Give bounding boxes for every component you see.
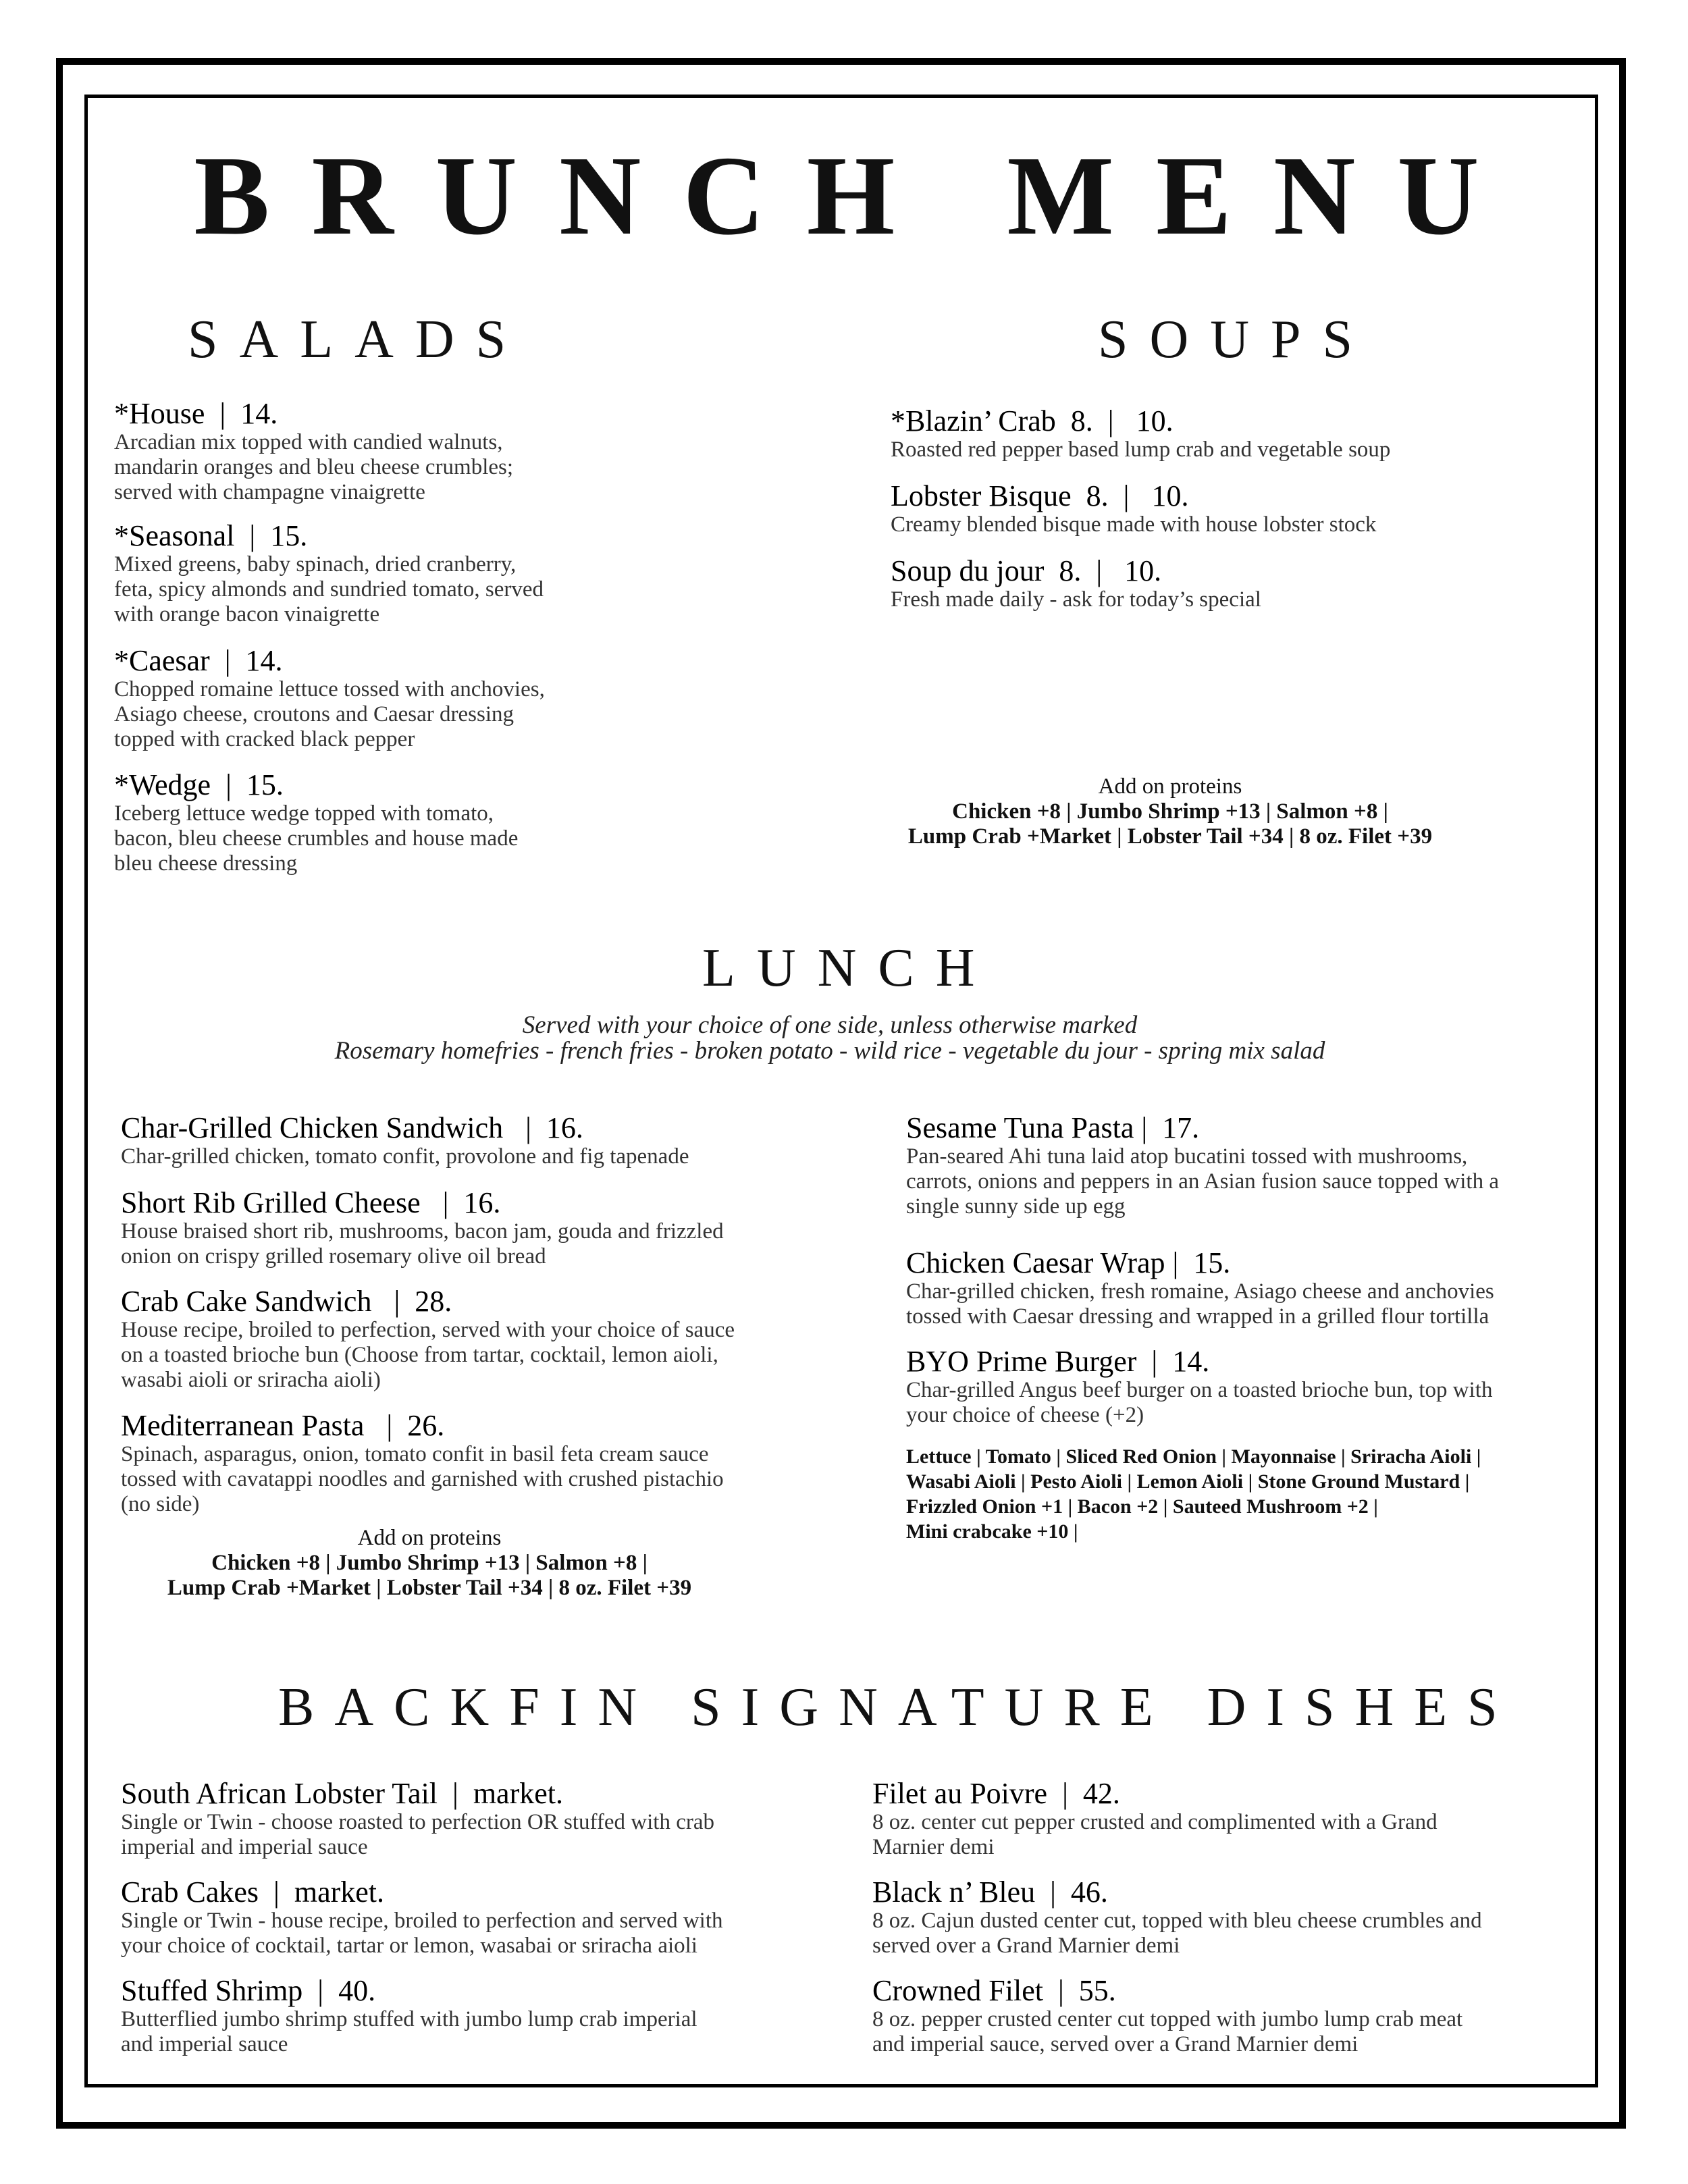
soup-item <box>891 405 1390 462</box>
burger-toppings <box>906 1444 1481 1544</box>
item-title: Sesame Tuna Pasta | 17. <box>906 1111 1200 1144</box>
item-description: and imperial sauce, served over a Grand Marnier demi <box>872 2032 1359 2056</box>
salad-item <box>114 769 518 876</box>
item-description: House braised short rib, mushrooms, bacon jam, gouda and frizzled <box>121 1219 724 1244</box>
addon-line: Lump Crab +Market | Lobster Tail +34 | 8 oz. Filet +39 <box>167 1576 692 1600</box>
item-description: with orange bacon vinaigrette <box>114 602 380 627</box>
item-title: Char-Grilled Chicken Sandwich | 16. <box>121 1111 583 1144</box>
item-description: on a toasted brioche bun (Choose from tartar, cocktail, lemon aioli, <box>121 1343 718 1367</box>
item-description: Fresh made daily - ask for today’s special <box>891 587 1261 612</box>
lunch-item <box>906 1247 1494 1329</box>
item-description: 8 oz. pepper crusted center cut topped with jumbo lump crab meat <box>872 2007 1463 2031</box>
soup-item <box>891 480 1376 537</box>
item-description: Mixed greens, baby spinach, dried cranberry, <box>114 552 517 577</box>
item-description: served with champagne vinaigrette <box>114 480 425 504</box>
item-description: Butterflied jumbo shrimp stuffed with jumbo lump crab imperial <box>121 2007 697 2031</box>
lunch-item <box>121 1187 724 1269</box>
item-description: tossed with cavatappi noodles and garnished with crushed pistachio <box>121 1467 724 1491</box>
item-description: carrots, onions and peppers in an Asian fusion sauce topped with a <box>906 1169 1499 1194</box>
lunch-item <box>906 1112 1499 1219</box>
salad-item <box>114 520 544 627</box>
item-title: Black n’ Bleu | 46. <box>872 1875 1108 1909</box>
toppings-line: Mini crabcake +10 | <box>906 1520 1078 1543</box>
item-description: Marnier demi <box>872 1835 995 1859</box>
lunch-item <box>121 1285 735 1393</box>
item-description: Char-grilled chicken, tomato confit, provolone and fig tapenade <box>121 1144 689 1169</box>
item-title: *Wedge | 15. <box>114 768 284 801</box>
item-title: Crab Cakes | market. <box>121 1875 385 1909</box>
item-title: Crab Cake Sandwich | 28. <box>121 1285 452 1318</box>
menu-title: BRUNCH MENU <box>194 133 1521 259</box>
item-description: Single or Twin - house recipe, broiled to perfection and served with <box>121 1909 723 1933</box>
item-title: *Caesar | 14. <box>114 644 283 677</box>
item-title: BYO Prime Burger | 14. <box>906 1345 1210 1378</box>
lunch-item <box>121 1112 689 1169</box>
item-description: 8 oz. Cajun dusted center cut, topped with bleu cheese crumbles and <box>872 1909 1482 1933</box>
item-description: bleu cheese dressing <box>114 851 298 876</box>
salad-item <box>114 398 513 505</box>
item-title: South African Lobster Tail | market. <box>121 1777 563 1810</box>
addon-line: Chicken +8 | Jumbo Shrimp +13 | Salmon +8 | <box>211 1551 648 1575</box>
item-description: House recipe, broiled to perfection, served with your choice of sauce <box>121 1318 735 1342</box>
item-description: (no side) <box>121 1492 200 1516</box>
item-description: single sunny side up egg <box>906 1194 1126 1219</box>
item-description: Char-grilled Angus beef burger on a toasted brioche bun, top with <box>906 1378 1493 1402</box>
item-description: Single or Twin - choose roasted to perfection OR stuffed with crab <box>121 1810 715 1834</box>
item-title: *House | 14. <box>114 397 278 430</box>
item-description: onion on crispy grilled rosemary olive oil bread <box>121 1244 546 1269</box>
lunch-item <box>906 1346 1492 1428</box>
item-description: Chopped romaine lettuce tossed with anchovies, <box>114 677 545 701</box>
item-description: Roasted red pepper based lump crab and vegetable soup <box>891 437 1391 462</box>
item-description: served over a Grand Marnier demi <box>872 1934 1180 1958</box>
item-description: 8 oz. center cut pepper crusted and complimented with a Grand <box>872 1810 1438 1834</box>
item-description: Arcadian mix topped with candied walnuts, <box>114 430 503 454</box>
item-title: Short Rib Grilled Cheese | 16. <box>121 1186 501 1219</box>
soups-addon <box>908 774 1432 849</box>
item-title: Chicken Caesar Wrap | 15. <box>906 1246 1231 1279</box>
addon-heading: Add on proteins <box>1098 774 1242 799</box>
item-description: feta, spicy almonds and sundried tomato, served <box>114 577 544 602</box>
signature-heading: BACKFIN SIGNATURE DISHES <box>278 1678 1518 1737</box>
item-description: Spinach, asparagus, onion, tomato confit in basil feta cream sauce <box>121 1442 709 1466</box>
item-description: and imperial sauce <box>121 2032 288 2056</box>
item-title: *Seasonal | 15. <box>114 519 308 552</box>
item-title: Mediterranean Pasta | 26. <box>121 1409 445 1442</box>
soup-item <box>891 555 1261 612</box>
lunch-addon <box>167 1526 691 1601</box>
item-title: *Blazin’ Crab 8. | 10. <box>891 404 1173 437</box>
signature-item <box>872 1975 1462 2057</box>
lunch-heading: LUNCH <box>702 938 997 998</box>
toppings-line: Wasabi Aioli | Pesto Aioli | Lemon Aioli | Stone Ground Mustard | <box>906 1470 1470 1493</box>
item-description: topped with cracked black pepper <box>114 727 415 751</box>
item-description: Pan-seared Ahi tuna laid atop bucatini tossed with mushrooms, <box>906 1144 1468 1169</box>
item-description: your choice of cocktail, tartar or lemon, wasabai or sriracha aioli <box>121 1934 697 1958</box>
signature-item <box>872 1778 1438 1860</box>
item-description: Char-grilled chicken, fresh romaine, Asiago cheese and anchovies <box>906 1279 1494 1304</box>
item-title: Soup du jour 8. | 10. <box>891 554 1162 587</box>
salad-item <box>114 645 545 752</box>
lunch-sides: Rosemary homefries - french fries - broken potato - wild rice - vegetable du jour - spring mix salad <box>334 1037 1325 1065</box>
item-description: wasabi aioli or sriracha aioli) <box>121 1368 381 1392</box>
item-description: Iceberg lettuce wedge topped with tomato, <box>114 801 494 826</box>
signature-item <box>121 1778 714 1860</box>
item-description: mandarin oranges and bleu cheese crumbles; <box>114 455 514 479</box>
toppings-line: Frizzled Onion +1 | Bacon +2 | Sauteed Mushroom +2 | <box>906 1495 1378 1518</box>
signature-item <box>121 1876 723 1959</box>
item-title: Filet au Poivre | 42. <box>872 1777 1120 1810</box>
item-title: Lobster Bisque 8. | 10. <box>891 479 1189 512</box>
addon-line: Lump Crab +Market | Lobster Tail +34 | 8 oz. Filet +39 <box>907 824 1433 849</box>
toppings-line: Lettuce | Tomato | Sliced Red Onion | Mayonnaise | Sriracha Aioli | <box>906 1445 1481 1468</box>
item-description: bacon, bleu cheese crumbles and house made <box>114 826 519 851</box>
item-description: your choice of cheese (+2) <box>906 1403 1144 1427</box>
item-description: imperial and imperial sauce <box>121 1835 368 1859</box>
lunch-item <box>121 1410 724 1517</box>
soups-heading: SOUPS <box>1098 310 1375 369</box>
lunch-subtitle: Served with your choice of one side, unless otherwise marked <box>522 1011 1138 1039</box>
item-description: Asiago cheese, croutons and Caesar dressing <box>114 702 514 726</box>
signature-item <box>872 1876 1482 1959</box>
signature-item <box>121 1975 697 2057</box>
salads-heading: SALADS <box>188 310 528 369</box>
item-title: Crowned Filet | 55. <box>872 1974 1116 2007</box>
item-description: tossed with Caesar dressing and wrapped in a grilled flour tortilla <box>906 1304 1489 1329</box>
addon-heading: Add on proteins <box>357 1526 502 1550</box>
item-title: Stuffed Shrimp | 40. <box>121 1974 376 2007</box>
addon-line: Chicken +8 | Jumbo Shrimp +13 | Salmon +8 | <box>952 799 1388 824</box>
item-description: Creamy blended bisque made with house lobster stock <box>891 512 1377 537</box>
